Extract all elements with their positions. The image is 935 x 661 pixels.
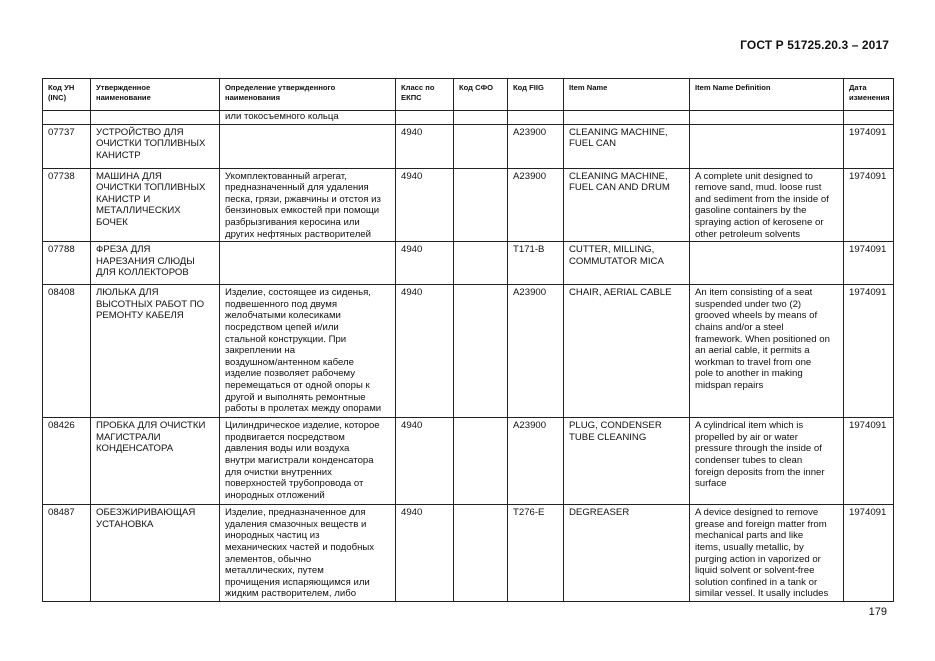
cell-sfo xyxy=(454,418,508,505)
cell-name: ПРОБКА ДЛЯ ОЧИСТКИ МАГИСТРАЛИ КОНДЕНСАТОРА xyxy=(91,418,220,505)
cell-fiig: T276-E xyxy=(508,505,564,602)
cell-fiig: A23900 xyxy=(508,168,564,242)
cell-name: ЛЮЛЬКА ДЛЯ ВЫСОТНЫХ РАБОТ ПО РЕМОНТУ КАБЕЛЯ xyxy=(91,285,220,418)
cell-code xyxy=(43,111,91,125)
column-header-date: Дата изменения xyxy=(844,79,894,111)
cell-class xyxy=(396,111,454,125)
cell-fiig xyxy=(508,111,564,125)
cell-name: МАШИНА ДЛЯ ОЧИСТКИ ТОПЛИВНЫХ КАНИСТР И МЕТАЛЛИЧЕСКИХ БОЧЕК xyxy=(91,168,220,242)
cell-item-name: CLEANING MACHINE, FUEL CAN AND DRUM xyxy=(564,168,690,242)
cell-item-name: CUTTER, MILLING, COMMUTATOR MICA xyxy=(564,242,690,285)
cell-name: ОБЕЗЖИРИВАЮЩАЯ УСТАНОВКА xyxy=(91,505,220,602)
catalog-table xyxy=(42,78,894,602)
cell-class: 4940 xyxy=(396,124,454,168)
cell-code: 07788 xyxy=(43,242,91,285)
cell-class: 4940 xyxy=(396,418,454,505)
cell-definition: Цилиндрическое изделие, которое продвигается посредством давления воды или воздуха внутри магистрали конденсатора для очистки внутренних поверхностей трубопровода от инородных отложений xyxy=(220,418,396,505)
continuation-row xyxy=(43,111,894,125)
document-header: ГОСТ Р 51725.20.3 – 2017 xyxy=(740,38,889,52)
cell-class: 4940 xyxy=(396,285,454,418)
column-header-fiig: Код FIIG xyxy=(508,79,564,111)
cell-item-definition xyxy=(690,124,844,168)
cell-item-definition: A device designed to remove grease and foreign matter from mechanical parts and like items, usually metallic, by purging action in vaporized or liquid solvent or solvent-free solution confined in a tank or similar vessel. It usally includes xyxy=(690,505,844,602)
column-header-item-name: Item Name xyxy=(564,79,690,111)
cell-definition xyxy=(220,124,396,168)
column-header-sfo: Код СФО xyxy=(454,79,508,111)
cell-name xyxy=(91,111,220,125)
cell-sfo xyxy=(454,168,508,242)
cell-date: 1974091 xyxy=(844,242,894,285)
table-row xyxy=(43,242,894,285)
cell-class: 4940 xyxy=(396,505,454,602)
cell-code: 08426 xyxy=(43,418,91,505)
table-row xyxy=(43,168,894,242)
cell-item-definition: An item consisting of a seat suspended under two (2) grooved wheels by means of chains and/or a steel framework. When positioned on an aerial cable, it permits a workman to travel from one pole to another in making midspan repairs xyxy=(690,285,844,418)
cell-definition xyxy=(220,242,396,285)
cell-code: 07737 xyxy=(43,124,91,168)
cell-sfo xyxy=(454,111,508,125)
cell-date: 1974091 xyxy=(844,505,894,602)
cell-class: 4940 xyxy=(396,168,454,242)
column-header-class: Класс по ЕКПС xyxy=(396,79,454,111)
cell-sfo xyxy=(454,124,508,168)
table-row xyxy=(43,124,894,168)
table-row xyxy=(43,418,894,505)
cell-item-definition: A cylindrical item which is propelled by air or water pressure through the inside of condenser tubes to clean foreign deposits from the inner surface xyxy=(690,418,844,505)
cell-item-definition xyxy=(690,242,844,285)
cell-item-name: PLUG, CONDENSER TUBE CLEANING xyxy=(564,418,690,505)
cell-code: 08487 xyxy=(43,505,91,602)
cell-definition: Изделие, состоящее из сиденья, подвешенного под двумя желобчатыми колесиками посредством цепей и/или стальной конструкции. При закреплении на воздушном/антенном кабеле изделие позволяет рабочему перемещаться от одной опоры к другой и выполнять ремонтные работы в пролетах между опорами xyxy=(220,285,396,418)
cell-fiig: T171-B xyxy=(508,242,564,285)
cell-name: УСТРОЙСТВО ДЛЯ ОЧИСТКИ ТОПЛИВНЫХ КАНИСТР xyxy=(91,124,220,168)
cell-definition: или токосъемного кольца xyxy=(220,111,396,125)
column-header-name: Утвержденное наименование xyxy=(91,79,220,111)
cell-code: 07738 xyxy=(43,168,91,242)
cell-sfo xyxy=(454,242,508,285)
cell-item-name: CHAIR, AERIAL CABLE xyxy=(564,285,690,418)
cell-item-name: CLEANING MACHINE, FUEL CAN xyxy=(564,124,690,168)
cell-item-name xyxy=(564,111,690,125)
cell-name: ФРЕЗА ДЛЯ НАРЕЗАНИЯ СЛЮДЫ ДЛЯ КОЛЛЕКТОРОВ xyxy=(91,242,220,285)
page-number: 179 xyxy=(868,606,887,618)
cell-date: 1974091 xyxy=(844,124,894,168)
cell-sfo xyxy=(454,505,508,602)
cell-date: 1974091 xyxy=(844,168,894,242)
cell-date: 1974091 xyxy=(844,418,894,505)
cell-fiig: A23900 xyxy=(508,285,564,418)
cell-item-name: DEGREASER xyxy=(564,505,690,602)
cell-definition: Изделие, предназначенное для удаления смазочных веществ и инородных частиц из механических частей и подобных элементов, обычно металлических, путем прочищения испаряющимся или жидким растворителем, либо xyxy=(220,505,396,602)
cell-item-definition: A complete unit designed to remove sand, mud. loose rust and sediment from the inside of gasoline containers by the spraying action of kerosene or other petroleum solvents xyxy=(690,168,844,242)
cell-item-definition xyxy=(690,111,844,125)
header-row xyxy=(43,79,894,111)
cell-sfo xyxy=(454,285,508,418)
cell-definition: Укомплектованный агрегат, предназначенный для удаления песка, грязи, ржавчины и отстоя из бензиновых емкостей при помощи разбрызгивания керосина или других нефтяных растворителей xyxy=(220,168,396,242)
cell-class: 4940 xyxy=(396,242,454,285)
cell-fiig: A23900 xyxy=(508,124,564,168)
cell-fiig: A23900 xyxy=(508,418,564,505)
cell-date: 1974091 xyxy=(844,285,894,418)
table-row xyxy=(43,285,894,418)
table-row xyxy=(43,505,894,602)
column-header-definition: Определение утвержденного наименования xyxy=(220,79,396,111)
column-header-item-definition: Item Name Definition xyxy=(690,79,844,111)
column-header-inc: Код УН (INC) xyxy=(43,79,91,111)
cell-date xyxy=(844,111,894,125)
cell-code: 08408 xyxy=(43,285,91,418)
